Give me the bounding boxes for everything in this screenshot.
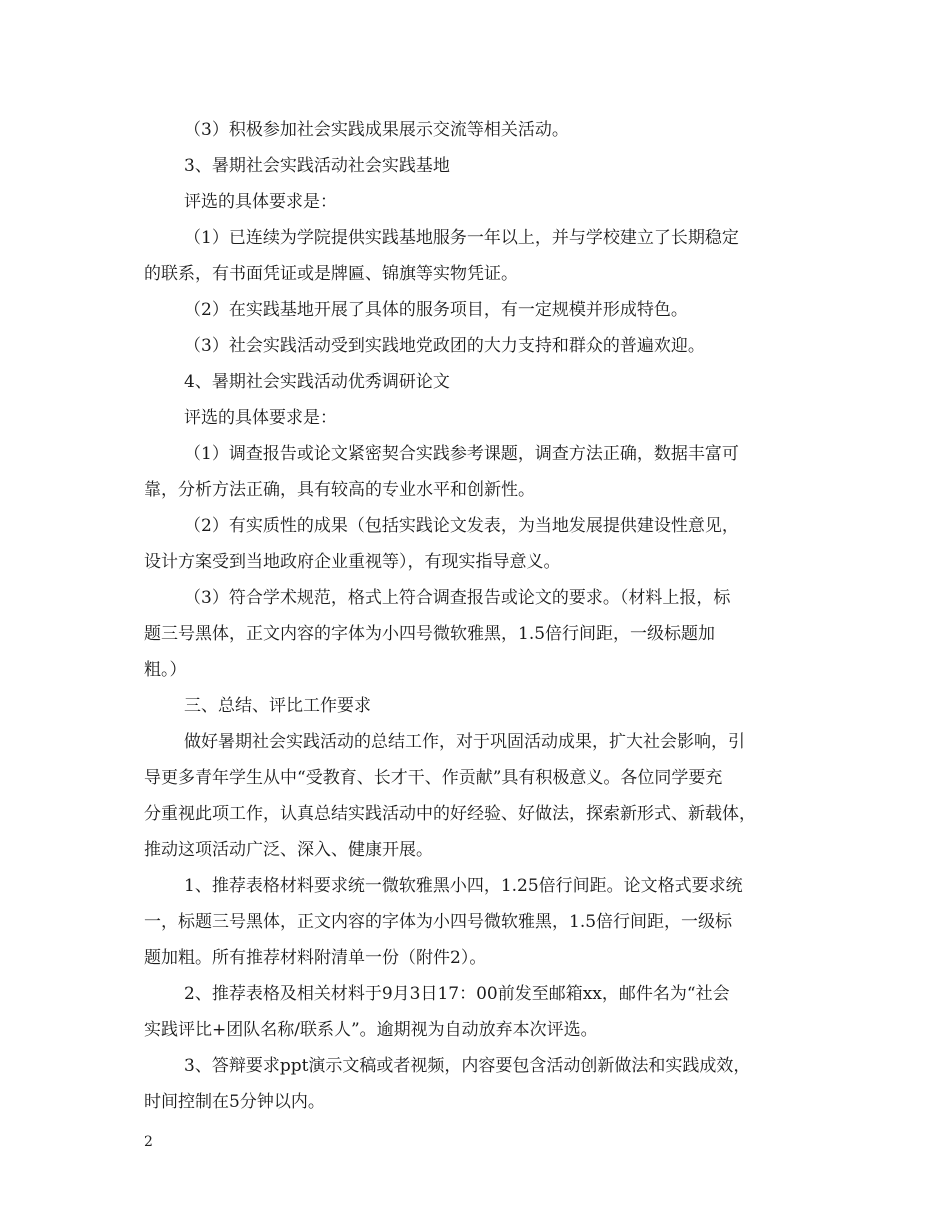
text-line: 分重视此项工作，认真总结实践活动中的好经验、好做法，探索新形式、新载体， bbox=[144, 804, 756, 824]
text-line: 三、总结、评比工作要求 bbox=[184, 696, 371, 716]
text-line: 实践评比+团队名称/联系人”。逾期视为自动放弃本次评选。 bbox=[144, 1020, 598, 1040]
text-line: 题三号黑体，正文内容的字体为小四号微软雅黑，1.5倍行间距，一级标题加 bbox=[144, 624, 716, 644]
text-line: 导更多青年学生从中“受教育、长才干、作贡献”具有积极意义。各位同学要充 bbox=[144, 768, 723, 788]
text-line: （3）社会实践活动受到实践地党政团的大力支持和群众的普遍欢迎。 bbox=[184, 336, 705, 356]
text-line: 1、推荐表格材料要求统一微软雅黑小四，1.25倍行间距。论文格式要求统 bbox=[184, 876, 743, 896]
text-line: （2）在实践基地开展了具体的服务项目，有一定规模并形成特色。 bbox=[184, 300, 688, 320]
text-line: （1）调查报告或论文紧密契合实践参考课题，调查方法正确，数据丰富可 bbox=[184, 444, 739, 464]
text-line: （3）符合学术规范，格式上符合调查报告或论文的要求。（材料上报，标 bbox=[184, 588, 731, 608]
document-body bbox=[144, 112, 814, 1120]
text-line: 时间控制在5分钟以内。 bbox=[144, 1092, 325, 1112]
text-line: 粗。） bbox=[144, 660, 187, 680]
text-line: 的联系，有书面凭证或是牌匾、锦旗等实物凭证。 bbox=[144, 264, 518, 284]
text-line: （1）已连续为学院提供实践基地服务一年以上，并与学校建立了长期稳定 bbox=[184, 228, 739, 248]
text-line: 3、暑期社会实践活动社会实践基地 bbox=[184, 156, 450, 176]
text-line: 靠，分析方法正确，具有较高的专业水平和创新性。 bbox=[144, 480, 535, 500]
text-line: 3、答辩要求ppt演示文稿或者视频，内容要包含活动创新做法和实践成效， bbox=[184, 1056, 751, 1076]
text-line: （3）积极参加社会实践成果展示交流等相关活动。 bbox=[184, 120, 569, 140]
text-line: （2）有实质性的成果（包括实践论文发表，为当地发展提供建设性意见， bbox=[184, 516, 739, 536]
page-number: 2 bbox=[144, 1134, 153, 1150]
text-line: 做好暑期社会实践活动的总结工作，对于巩固活动成果，扩大社会影响，引 bbox=[184, 732, 745, 752]
text-line: 评选的具体要求是： bbox=[184, 192, 337, 212]
text-line: 题加粗。所有推荐材料附清单一份（附件2）。 bbox=[144, 948, 487, 968]
text-line: 推动这项活动广泛、深入、健康开展。 bbox=[144, 840, 433, 860]
text-line: 一，标题三号黑体，正文内容的字体为小四号微软雅黑，1.5倍行间距，一级标 bbox=[144, 912, 733, 932]
text-line: 评选的具体要求是： bbox=[184, 408, 337, 428]
text-line: 设计方案受到当地政府企业重视等），有现实指导意义。 bbox=[144, 552, 561, 572]
text-line: 4、暑期社会实践活动优秀调研论文 bbox=[184, 372, 450, 392]
text-line: 2、推荐表格及相关材料于9月3日17：00前发至邮箱xx，邮件名为“社会 bbox=[184, 984, 730, 1004]
